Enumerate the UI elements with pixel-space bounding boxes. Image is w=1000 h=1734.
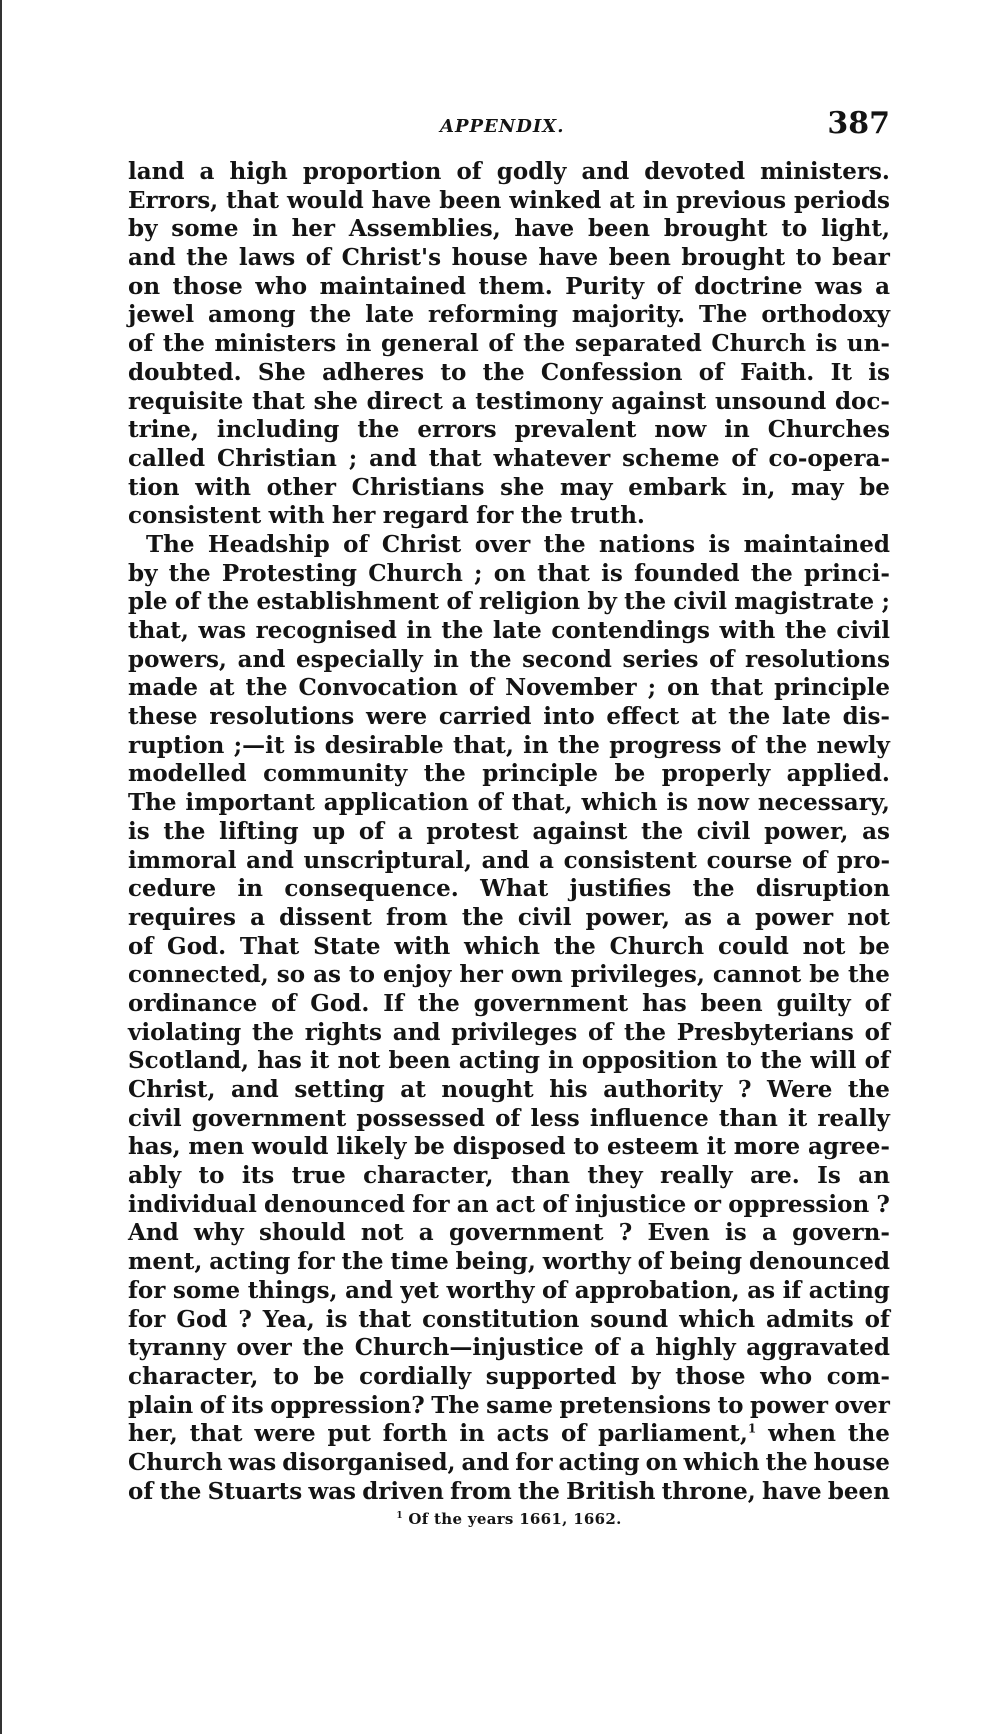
text-line: requisite that she direct a testimony against unsound doc- (128, 387, 890, 415)
text-line: consistent with her regard for the truth. (128, 502, 645, 530)
text-line: ordinance of God. If the government has been guilty of (128, 989, 890, 1017)
text-line: ruption ;—it is desirable that, in the progress of the newly (128, 731, 890, 759)
text-line: for some things, and yet worthy of approbation, as if acting (128, 1276, 890, 1304)
text-line: Church was disorganised, and for acting on which the house (128, 1448, 890, 1476)
text-line: modelled community the principle be properly applied. (128, 760, 890, 788)
text-line: these resolutions were carried into effect at the late dis- (128, 703, 890, 731)
text-line: character, to be cordially supported by those who com- (128, 1362, 890, 1390)
text-line: violating the rights and privileges of the Presbyterians of (128, 1018, 890, 1046)
footnote-text: Of the years 1661, 1662. (408, 1510, 622, 1529)
footnote (128, 1510, 890, 1528)
text-line: of the Stuarts was driven from the British throne, have been (128, 1477, 890, 1505)
text-line: connected, so as to enjoy her own privileges, cannot be the (128, 961, 890, 989)
text-line: civil government possessed of less influence than it really (128, 1104, 890, 1132)
text-line: cedure in consequence. What justifies the disruption (128, 875, 890, 903)
page-number: 387 (827, 106, 890, 141)
page-header (128, 100, 890, 144)
text-line: powers, and especially in the second series of resolutions (128, 645, 890, 673)
text-line: Errors, that would have been winked at in previous periods (128, 186, 890, 214)
book-page (128, 100, 890, 1528)
scan-edge (0, 0, 2, 1734)
text-line: her, that were put forth in acts of parliament,$^1$ when the (128, 1420, 890, 1448)
text-line: ably to its true character, than they really are. Is an (128, 1162, 890, 1190)
text-line: And why should not a government ? Even is a govern- (128, 1219, 890, 1247)
text-line: ment, acting for the time being, worthy of being denounced (128, 1248, 890, 1276)
text-line: for God ? Yea, is that constitution sound which admits of (128, 1305, 890, 1333)
text-line: The important application of that, which is now necessary, (128, 789, 890, 817)
text-line: by the Protesting Church ; on that is founded the princi- (128, 559, 890, 587)
text-line: by some in her Assemblies, have been brought to light, (128, 215, 890, 243)
body-text (128, 158, 890, 1506)
text-line: made at the Convocation of November ; on that principle (128, 674, 890, 702)
text-line: immoral and unscriptural, and a consistent course of pro- (128, 846, 890, 874)
text-line: Christ, and setting at nought his authority ? Were the (128, 1076, 890, 1103)
text-line: on those who maintained them. Purity of doctrine was a (128, 272, 890, 300)
text-line: tion with other Christians she may embark in, may be (128, 473, 890, 501)
text-line: Scotland, has it not been acting in opposition to the will of (128, 1047, 890, 1075)
text-line: individual denounced for an act of injustice or oppression ? (128, 1190, 890, 1218)
text-line: and the laws of Christ's house have been brought to bear (128, 244, 890, 272)
text-line: that, was recognised in the late contendings with the civil (128, 617, 890, 644)
text-line: requires a dissent from the civil power, as a power not (128, 903, 890, 931)
text-line: doubted. She adheres to the Confession of Faith. It is (128, 358, 890, 386)
text-line: called Christian ; and that whatever scheme of co-opera- (128, 444, 890, 472)
text-line: trine, including the errors prevalent now in Churches (128, 416, 890, 444)
text-line: ple of the establishment of religion by the civil magistrate ; (128, 588, 890, 616)
text-line: jewel among the late reforming majority. The orthodoxy (128, 301, 890, 329)
text-line: of the ministers in general of the separated Church is un- (128, 330, 890, 358)
text-line: has, men would likely be disposed to esteem it more agree- (128, 1133, 890, 1161)
text-line: of God. That State with which the Church could not be (128, 932, 890, 960)
text-line: The Headship of Christ over the nations is maintained (146, 530, 890, 558)
running-head: APPENDIX. (440, 116, 565, 137)
text-line: plain of its oppression? The same pretensions to power over (128, 1391, 890, 1419)
footnote-marker: 1 (396, 1511, 403, 1522)
text-line: is the lifting up of a protest against the civil power, as (128, 817, 890, 845)
text-line: land a high proportion of godly and devoted ministers. (128, 158, 890, 185)
text-line: tyranny over the Church—injustice of a highly aggravated (128, 1334, 890, 1362)
